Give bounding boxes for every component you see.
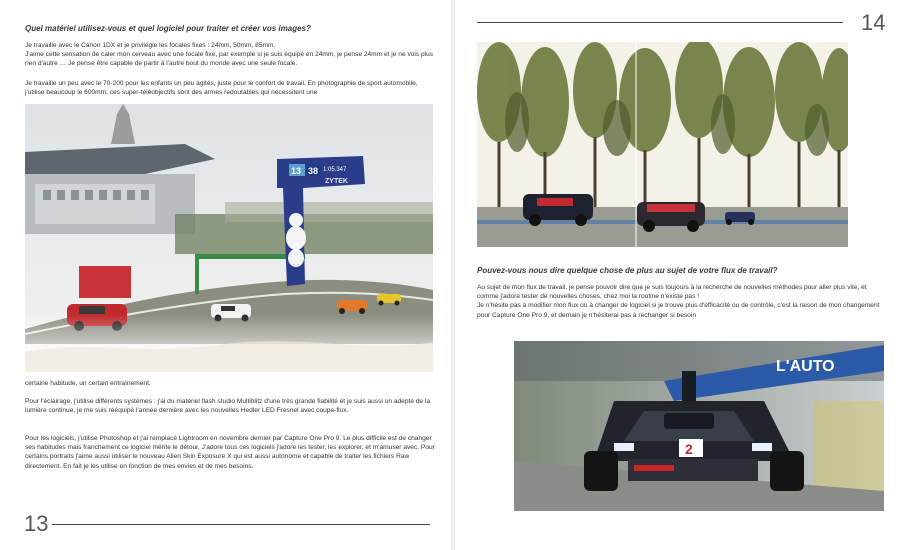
sign-position-label: 13: [291, 166, 302, 176]
left-page: [0, 0, 452, 550]
paragraph-workflow: Au sujet de mon flux de travail, je pense pouvoir dire que je suis toujours à la recherche de nouvelles méthodes pour aller plus vite, et comme j'adore tester de nouvelles choses, chez moi la routine n'existe pas ! Je n'hésite pas à modifier mon flux ou à changer de logiciel si je trouve plus d'efficacité ou de contrôle, c'est la raison de mon changement pour Capture One Pro 9, et demain je n'hésiterai pas à rechanger si besoin: [477, 284, 880, 319]
le-mans-collage-photo: [25, 104, 433, 372]
tree-lined-track-photo: [477, 42, 848, 247]
footer-rule-left: [52, 524, 430, 525]
paragraph-lenses: Je travaille un peu avec le 70-200 pour les enfants un peu agités, juste pour le confort de travail. En photographie de sport automobile, j'utilise beaucoup le 600mm, ces super-téléobjectifs sont des armes redoutables qui nécessitent une: [25, 80, 418, 97]
question-equipment: Quel matériel utilisez-vous et quel logiciel pour traiter et créer vos images?: [25, 24, 311, 33]
paragraph-continuation: certaine habitude, un certain entraînement.: [25, 380, 151, 387]
banner-text: L'AUTO: [776, 358, 835, 375]
tree-lined-track-illustration: [477, 42, 848, 247]
paragraph-lighting: Pour l'éclairage, j'utilise différents systèmes : j'ai du matériel flash studio Multiblitz d'une très grande fiabilité et je suis aussi un adepte de la lumière continue, je me suis rééquipé l'année dernière avec les nouvelles Hedler LED Fresnel avec coupe-flux.: [25, 398, 431, 415]
car-number: 2: [685, 441, 693, 457]
porsche-919-photo: [514, 341, 884, 511]
sign-brand-label: ZYTEK: [325, 178, 348, 185]
sign-time-label: 1:05.347: [323, 167, 347, 173]
le-mans-collage-illustration: [25, 104, 433, 372]
right-page: [455, 0, 907, 550]
header-rule-right: [477, 22, 843, 23]
paragraph-camera: Je travaille avec le Canon 1DX et je privilégie les focales fixes : 24mm, 50mm, 85mm. J'aime cette sensation de caler mon cerveau avec une focale fixe, par exemple si je suis équipé en 24mm, je pense 24mm et je ne vois plus rien d'autre … Je pense être capable de partir à l'autre bout du monde avec une seule focale.: [25, 42, 434, 68]
page-number-right: 14: [861, 10, 886, 35]
porsche-919-illustration: [514, 341, 884, 511]
sign-car-label: 38: [308, 166, 319, 176]
page-number-left: 13: [24, 511, 49, 536]
question-workflow: Pouvez-vous nous dire quelque chose de plus au sujet de votre flux de travail?: [477, 266, 778, 275]
paragraph-software: Pour les logiciels, j'utilise Photoshop et j'ai remplacé Lightroom en novembre dernier par Capture One Pro 9. Le plus difficile est de changer ses habitudes mais franchement ce logiciel mérite le détour. J'adore tous ces logiciels j'adore les tester, les explorer, et m'amuser avec. Pour certains portraits j'aime aussi utiliser le nouveau Alien Skin Exposure X qui est aussi autonome et capable de traiter les fichiers Raw directement. En fait je les utilise en fonction de mes envies et de mes besoins.: [25, 435, 435, 470]
